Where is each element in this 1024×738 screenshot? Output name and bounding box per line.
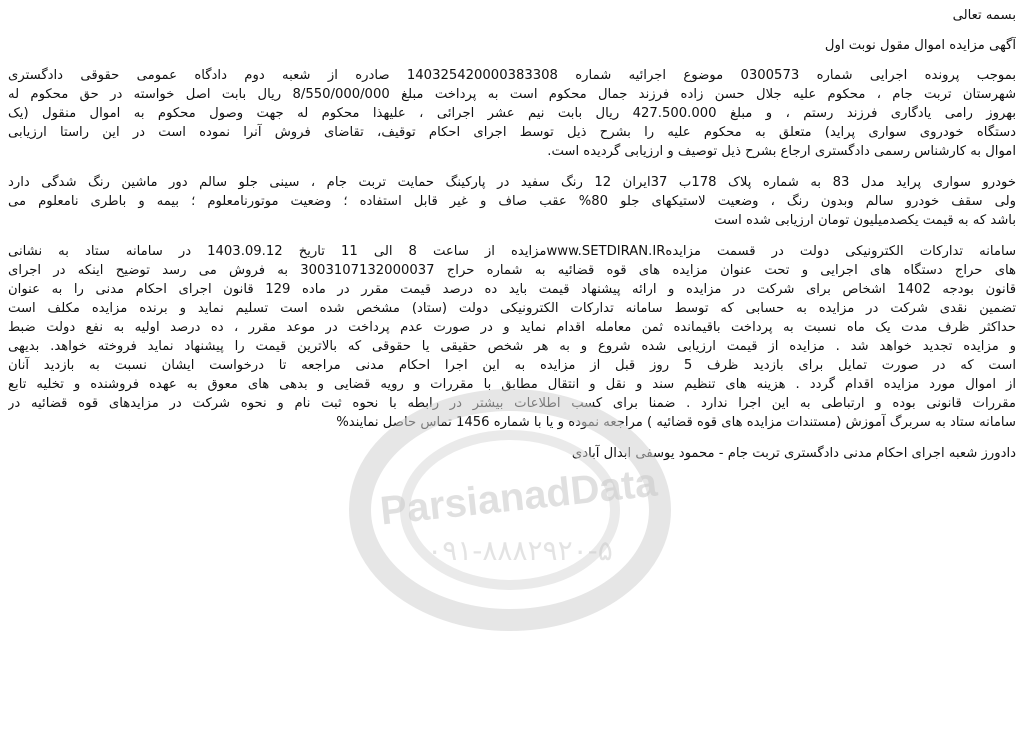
paragraph-1 xyxy=(8,66,1016,161)
signature: دادورز شعبه اجرای احکام مدنی دادگستری تربت جام - محمود یوسفی ابدال آبادی xyxy=(571,446,1016,461)
paragraph-1-line: بموجب پرونده اجرایی شماره 0300573 موضوع اجرائیه شماره 140325420000383308 صادره از شعبه دوم دادگاه عمومی حقوقی دادگستری xyxy=(8,68,1016,83)
paragraph-3-line: است که در صورت تمایل برای بازدید ظرف 5 روز قبل از مزایده به این اجرا احکام مدنی مراجعه تا درخواست ایشان نسبت به بازدید آنان xyxy=(8,358,1016,373)
paragraph-2-line: خودرو سواری پراید مدل 83 به شماره پلاک 178ب 37ایران 12 رنگ سفید در پارکینگ حمایت تربت جام ، سینی جلو سالم دور ماشین رنگ شدگی دارد xyxy=(8,175,1016,190)
paragraph-3-line: تضمین نقدی شرکت در مزایده به حسابی که توسط سامانه تدارکات الکترونیکی دولت (ستاد) مشخص شده است تسلیم نماید و برنده مزایده مکلف است xyxy=(8,301,1016,316)
paragraph-3-line: قانون بودجه 1402 اشخاص برای شرکت در مزایده و ارائه پیشنهاد قیمت باید ده درصد قیمت مقرر در ماده 129 قانون اجرای احکام مدنی را به عنوان xyxy=(8,282,1016,297)
paragraph-2-line: باشد که به قیمت یکصدمیلیون تومان ارزیابی شده است xyxy=(714,213,1016,228)
paragraph-1-line: بهروز رامی یادگاری فرزند رستم ، و مبلغ 427.500.000 ریال بابت نیم عشر اجرائی ، علیهذا محکوم له جهت وصول محکوم به اموال منقول (یک xyxy=(8,106,1016,121)
paragraph-3-line: و مزایده تجدید خواهد شد . مزایده از قیمت ارزیابی شده شروع و به هر شخص حقیقی یا حقوقی که بالاترین قیمت را پیشنهاد نماید فروخته خواهد. بدیهی xyxy=(8,339,1016,354)
paragraph-3-line: حداکثر ظرف مدت یک ماه نسبت به پرداخت باقیمانده ثمن معامله اقدام نماید و در صورت عدم پرداخت در موعد مقرر ، ده درصد اولیه به نفع دولت ضبط xyxy=(8,320,1016,335)
watermark-phone: ۰۹۱-۸۸۸۲۹۲۰-۵ xyxy=(427,534,613,567)
paragraph-1-line: دستگاه خودروی سواری پراید) متعلق به محکوم علیه را بشرح ذیل توسط اجرای احکام توقیف، تقاضای فروش آنرا نموده است در این راستا ارزیابی xyxy=(8,125,1016,140)
document-title: آگهی مزایده اموال مقول نوبت اول xyxy=(824,38,1016,53)
paragraph-3 xyxy=(8,242,1016,432)
paragraph-2 xyxy=(8,173,1016,230)
paragraph-2-line: ولی سقف خودرو سالم وبدون رنگ ، وضعیت لاستیکهای جلو 80% عقب صاف و غیر قابل استفاده ؛ وضعیت موتورنامعلوم ؛ بیمه و باطری نامعلوم می xyxy=(8,194,1016,209)
paragraph-3-line: سامانه ستاد به سربرگ آموزش (مستندات مزایده های قوه قضائیه ) مراجعه نموده و یا با شماره 1456 تماس حاصل نمایند% xyxy=(336,415,1016,430)
watermark-brand: ParsianadData xyxy=(378,460,660,534)
document-heading: بسمه تعالی xyxy=(952,8,1016,23)
paragraph-3-line: مقررات قانونی بوده و ارتباطی به این اجرا ندارد . ضمنا برای کسب اطلاعات بیشتر در رابطه با نحوه ثبت نام و نحوه شرکت در مزایدهای قوه قضائیه در xyxy=(8,396,1016,411)
paragraph-1-line: شهرستان تربت جام ، محکوم علیه جلال حسن زاده فرزند جمال محکوم است به پرداخت مبلغ 8/550/000/000 ریال بابت اصل خواسته در حق محکوم له xyxy=(8,87,1016,102)
paragraph-3-line: های حراج دستگاه های اجرایی و تحت عنوان مزایده های قوه قضائیه به شماره حراج 3003107132000037 به فروش می رسد توضیح اینکه در اجرای xyxy=(8,263,1016,278)
paragraph-3-line: از اموال مورد مزایده اقدام گردد . هزینه های تنظیم سند و نقل و انتقال مطابق با مقررات و رویه قضایی و بدهی های معوق به عهده فروشنده و تخلیه تابع xyxy=(8,377,1016,392)
paragraph-1-line: اموال به کارشناس رسمی دادگستری ارجاع بشرح ذیل توصیف و ارزیابی گردیده است. xyxy=(547,144,1016,159)
paragraph-3-line: سامانه تدارکات الکترونیکی دولت در قسمت مزایدهwww.SETDIRAN.IRمزایده از ساعت 8 الی 11 تاریخ 1403.09.12 در سامانه ستاد به نشانی xyxy=(8,244,1016,259)
